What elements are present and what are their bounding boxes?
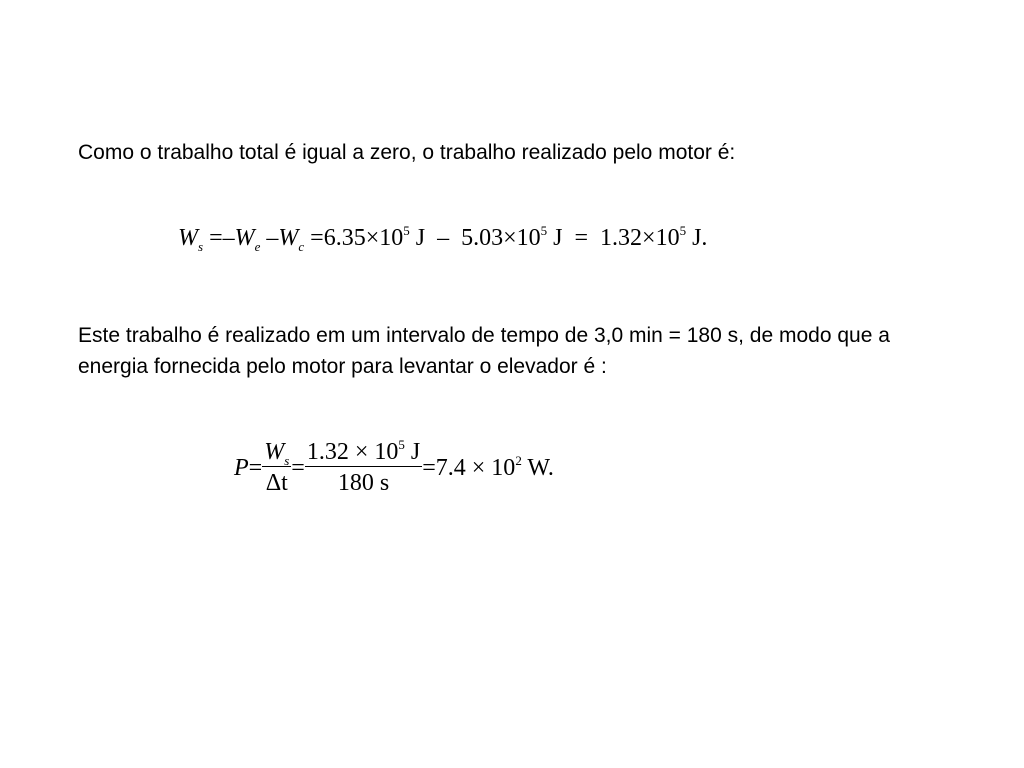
numerator-exponent: 5	[398, 437, 405, 452]
ws-subscript: s	[198, 239, 204, 254]
equals-sign: =	[422, 454, 436, 481]
value-1-mantissa: 6.35×10	[323, 225, 404, 251]
result-unit: J.	[686, 225, 708, 251]
numerator-mantissa: 1.32 × 10	[306, 439, 399, 465]
ws-symbol: W	[264, 439, 285, 465]
value-2-mantissa: 5.03×10	[461, 225, 541, 251]
value-2-unit: J =	[547, 225, 601, 251]
minus-sign: –	[266, 225, 279, 251]
equals-sign: =	[310, 225, 324, 251]
intro-paragraph: Como o trabalho total é igual a zero, o trabalho realizado pelo motor é:	[78, 141, 736, 164]
result-mantissa: 1.32×10	[600, 225, 680, 251]
numerator-unit: J	[404, 439, 421, 465]
ws-subscript: s	[284, 453, 290, 468]
ws-symbol: W	[178, 225, 198, 251]
value-1-unit: J –	[409, 225, 462, 251]
numeric-fraction	[305, 437, 422, 496]
work-over-time-fraction	[262, 440, 291, 495]
work-equation	[178, 223, 708, 254]
fraction-numerator	[305, 437, 422, 467]
result-exponent: 2	[515, 452, 522, 468]
equals-sign: =	[291, 454, 305, 481]
value-2-exponent: 5	[540, 223, 548, 238]
power-result	[435, 452, 554, 481]
fraction-numerator	[262, 440, 291, 467]
minus-sign: –	[222, 225, 235, 251]
we-subscript: e	[254, 239, 261, 254]
value-1-exponent: 5	[403, 223, 410, 238]
interval-paragraph: Este trabalho é realizado em um intervalo de tempo de 3,0 min = 180 s, de modo que a energia fornecida pelo motor para levantar o elevador é :	[78, 324, 890, 378]
fraction-denominator: 180 s	[337, 470, 390, 496]
we-symbol: W	[234, 225, 255, 251]
result-exponent: 5	[679, 223, 687, 238]
power-equation	[234, 437, 554, 510]
equals-sign: =	[248, 454, 263, 481]
result-unit: W.	[521, 454, 554, 481]
result-mantissa: 7.4 × 10	[435, 454, 516, 481]
power-symbol: P	[234, 454, 249, 481]
fraction-denominator: Δt	[265, 470, 288, 496]
wc-subscript: c	[298, 239, 305, 254]
equals-sign: =	[209, 225, 223, 251]
wc-symbol: W	[278, 225, 299, 251]
